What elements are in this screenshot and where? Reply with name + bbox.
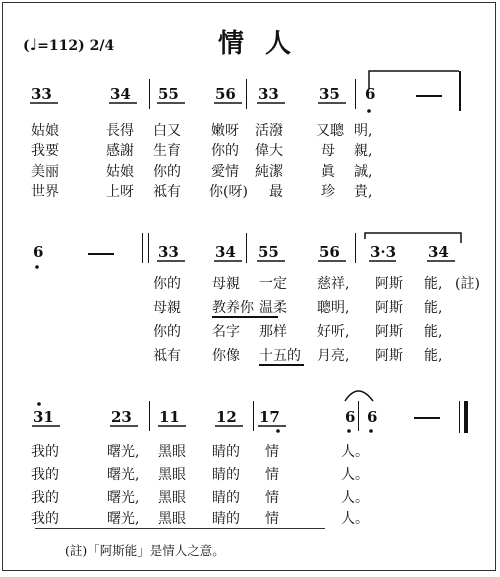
bar-line [355,79,356,109]
notation-cell: 3·3 [370,243,397,261]
lyric-cell: 人。 [341,467,369,483]
lyric-cell: 曙光, [107,467,140,483]
lyric-cell: 能, [424,324,443,340]
bar-line [355,233,356,263]
lyric-cell: 我的 [31,444,59,460]
lyric-cell: 人。 [341,490,369,506]
lyric-cell: 貴, [354,184,373,200]
notation-cell: 6 [33,243,44,261]
lyric-cell: 情 [265,511,279,527]
notation-cell: 6 [367,408,378,426]
lyric-cell: 你(呀) [209,184,248,200]
lyric-cell: 母親 [153,300,181,316]
lyric-cell: 活潑 [255,123,283,139]
sustain-dash [88,253,114,255]
lyric-cell: 阿斯 [375,300,403,316]
lyric-cell: 睛的 [212,490,240,506]
lyric-cell: 黑眼 [158,444,186,460]
notation-cell: 56 [215,85,236,103]
lyric-cell: 我的 [31,490,59,506]
octave-dot [37,402,41,406]
notation-marks [3,3,496,571]
footnote: (註)「阿斯能」是情人之意。 [65,543,225,558]
lyric-cell: 能, [424,276,443,292]
notation-cell: 12 [216,408,237,426]
lyric-cell: 阿斯 [375,348,403,364]
lyric-cell: 美丽 [31,164,59,180]
lyric-cell: 我的 [31,467,59,483]
bar-line [149,401,150,431]
notation-cell: 11 [159,408,180,426]
lyric-cell: 睛的 [212,511,240,527]
lyric-cell: 姑娘 [106,164,134,180]
lyric-cell: 明, [354,123,373,139]
lyric-cell: 世界 [31,184,59,200]
lyric-cell: 睛的 [212,444,240,460]
lyric-cell: 你的 [153,164,181,180]
lyric-cell: 偉大 [255,143,283,159]
notation-cell: 31 [33,408,54,426]
lyric-cell: 曙光, [107,490,140,506]
bar-line [253,401,254,431]
lyric-cell: 慈祥, [317,276,350,292]
notation-cell: 23 [111,408,132,426]
lyric-cell: 月亮, [317,348,350,364]
lyric-cell: 你的 [153,324,181,340]
sustain-dash [414,417,440,419]
lyric-cell: 温柔 [259,300,287,316]
lyric-cell: 能, [424,348,443,364]
octave-dot [369,429,373,433]
notation-cell: 55 [158,85,179,103]
lyric-cell: 母親 [212,276,240,292]
lyric-underline [212,316,278,318]
lyric-cell: 母 [321,143,335,159]
sustain-dash [416,95,442,97]
lyric-cell: 黑眼 [158,511,186,527]
octave-dot [367,109,371,113]
notation-cell: 56 [319,243,340,261]
lyric-cell: 睛的 [212,467,240,483]
lyric-cell: 你的 [153,276,181,292]
lyric-cell: 情 [265,444,279,460]
lyric-cell: 親, [354,143,373,159]
lyric-cell: 祗有 [153,184,181,200]
lyric-cell: 眞 [321,164,335,180]
notation-cell: 33 [158,243,179,261]
lyric-cell: 感謝 [106,143,134,159]
lyric-cell: 能, [424,300,443,316]
song-page [2,2,496,571]
lyric-cell: 一定 [259,276,287,292]
lyric-cell: 情 [265,467,279,483]
lyric-cell: 我的 [31,511,59,527]
time-signature: 2/4 [89,38,115,54]
lyric-cell: 名字 [212,324,240,340]
lyric-cell: 誠, [354,164,373,180]
bar-line [246,233,247,263]
lyric-cell: 阿斯 [375,276,403,292]
footnote-divider [35,528,325,529]
lyric-cell: 我要 [31,143,59,159]
lyric-cell: 純潔 [255,164,283,180]
page-title: 情 人 [218,29,298,59]
lyric-cell: 黑眼 [158,490,186,506]
tie-arc [345,391,373,401]
lyric-cell: 最 [269,184,283,200]
lyric-cell: 好听, [317,324,350,340]
final-bar-line [459,401,460,433]
tempo-marking [23,35,114,54]
lyric-cell: 那样 [259,324,287,340]
lyric-cell: 教养你 [212,300,254,316]
lyric-cell: 人。 [341,511,369,527]
volta-bracket [369,71,459,89]
lyric-cell: 白又 [153,123,181,139]
bar-line [149,79,150,109]
lyric-cell: 你的 [211,143,239,159]
lyric-underline [259,364,304,366]
tempo-value: =112) [37,38,85,54]
bar-line [142,233,143,263]
lyric-cell: 曙光, [107,444,140,460]
lyric-cell: 又聰 [316,123,344,139]
lyric-cell: 十五的 [259,348,301,364]
lyric-cell: (註) [455,276,480,292]
notation-cell: 34 [110,85,131,103]
notation-cell: 33 [258,85,279,103]
lyric-cell: 嫩呀 [211,123,239,139]
lyric-cell: 愛情 [211,164,239,180]
bar-line [459,71,461,111]
lyric-cell: 上呀 [106,184,134,200]
lyric-cell: 人。 [341,444,369,460]
lyric-cell: 祗有 [153,348,181,364]
bar-line [148,233,149,263]
notation-cell: 34 [428,243,449,261]
notation-cell: 6 [365,85,376,103]
bar-line [246,79,247,109]
final-bar-line [464,401,468,433]
lyric-cell: 長得 [106,123,134,139]
quarter-note-icon: ♩ [29,35,38,54]
lyric-cell: 黑眼 [158,467,186,483]
lyric-cell: 你像 [212,348,240,364]
lyric-cell: 聰明, [317,300,350,316]
octave-dot [276,429,280,433]
volta-bracket [365,233,461,243]
bar-line [358,401,359,431]
octave-dot [347,429,351,433]
tempo-open: ( [23,38,30,54]
lyric-cell: 曙光, [107,511,140,527]
notation-cell: 55 [258,243,279,261]
notation-cell: 35 [319,85,340,103]
lyric-cell: 珍 [321,184,335,200]
octave-dot [35,265,39,269]
lyric-cell: 姑娘 [31,123,59,139]
notation-cell: 33 [31,85,52,103]
lyric-cell: 情 [265,490,279,506]
notation-cell: 17 [259,408,280,426]
lyric-cell: 生育 [153,143,181,159]
notation-cell: 6 [345,408,356,426]
lyric-cell: 阿斯 [375,324,403,340]
notation-cell: 34 [215,243,236,261]
